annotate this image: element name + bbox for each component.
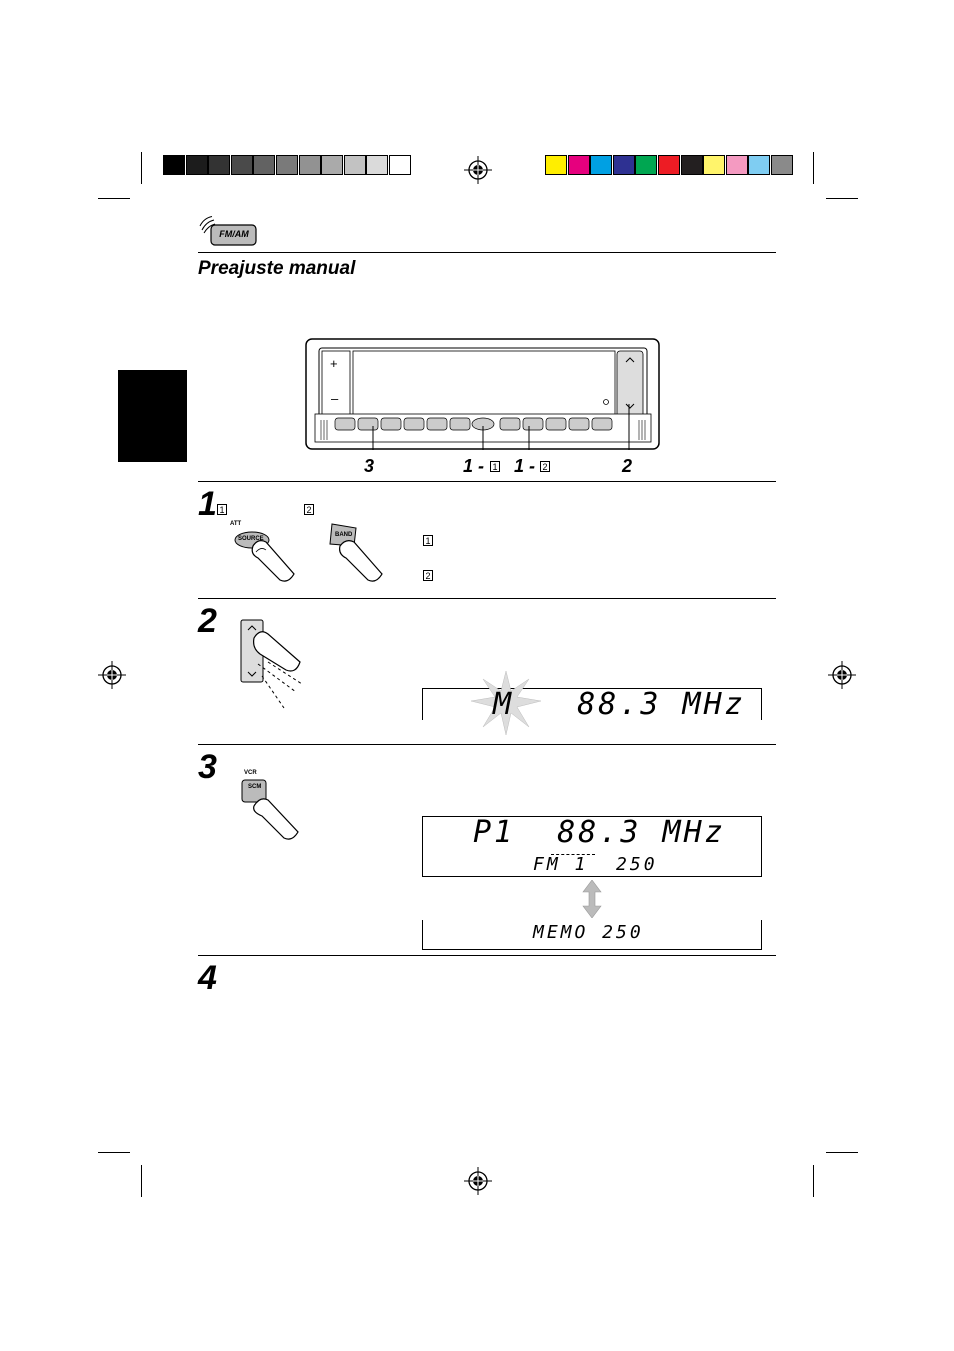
registration-target-icon [464,1167,492,1195]
step-3-display-line-1: P1 88.3 MHz [473,815,726,850]
divider [198,598,776,599]
crop-mark [98,198,130,199]
color-swatch [726,155,748,175]
section-tab [118,370,187,462]
gray-swatch [208,155,230,175]
band-button-label: BAND [335,532,353,538]
color-swatch [703,155,725,175]
color-swatch [568,155,590,175]
alternate-arrow-icon [582,880,602,918]
crop-mark [813,152,814,184]
callout-1a [463,456,484,477]
step-2-display-text: M 88.3 MHz [493,687,746,722]
source-button-label: SOURCE [238,536,264,542]
color-swatch [545,155,567,175]
color-swatch [681,155,703,175]
band-icon-label: FM/AM [219,229,249,239]
step-1-box-1: 1 [217,504,227,515]
color-swatch [613,155,635,175]
step-1-number: 1 [198,485,217,523]
step-3-number: 3 [198,748,217,786]
volume-plus-label: + [330,356,338,371]
callout-3: 3 [364,456,375,476]
volume-minus-label: – [331,391,339,406]
color-swatch [658,155,680,175]
step-2-display [422,688,762,720]
preset-button-label: SCM [248,784,262,790]
gray-swatch [321,155,343,175]
step-3-display [422,816,762,877]
gray-swatch [186,155,208,175]
memo-display [422,920,762,950]
gray-swatch [163,155,185,175]
gray-swatch [299,155,321,175]
tuning-button-illustration [240,618,310,710]
registration-target-icon [98,661,126,689]
step-4-number: 4 [198,959,217,997]
gray-swatch [231,155,253,175]
registration-target-icon [828,661,856,689]
gray-swatch [253,155,275,175]
step-1-list-box-1: 1 [423,535,433,546]
gray-swatch [344,155,366,175]
band-button-illustration [326,520,386,586]
step-1-box-2: 2 [304,504,314,515]
source-button-illustration [228,518,298,590]
color-swatch [748,155,770,175]
step-2-number: 2 [198,602,217,640]
callout-1b-box: 2 [540,461,550,472]
divider [198,252,776,253]
registration-target-icon [464,156,492,184]
color-swatch [635,155,657,175]
crop-mark [141,152,142,184]
callout-1a-box: 1 [490,461,500,472]
divider [198,481,776,482]
page-title: Preajuste manual [198,258,356,279]
divider [198,744,776,745]
callout-1b [514,456,535,477]
callout-1b-number: 1 - [514,456,536,476]
divider [198,955,776,956]
step-3-display-line-2: FM 1 250 [533,854,658,875]
crop-mark [98,1152,130,1153]
gray-swatch [366,155,388,175]
gray-swatch [389,155,411,175]
crop-mark [813,1165,814,1197]
step-1-list-box-2: 2 [423,570,433,581]
crop-mark [141,1165,142,1197]
att-label: ATT [230,521,242,527]
callout-2: 2 [622,456,633,476]
preset-button-illustration [238,768,302,842]
preset-button-top-label: VCR [244,770,257,776]
callout-1a-number: 1 - [463,456,485,476]
faceplate-diagram [305,338,660,450]
color-swatch [590,155,612,175]
memo-display-text: MEMO 250 [533,922,644,943]
color-swatch [771,155,793,175]
crop-mark [826,198,858,199]
gray-swatch [276,155,298,175]
fm-am-band-icon [198,216,258,248]
crop-mark [826,1152,858,1153]
